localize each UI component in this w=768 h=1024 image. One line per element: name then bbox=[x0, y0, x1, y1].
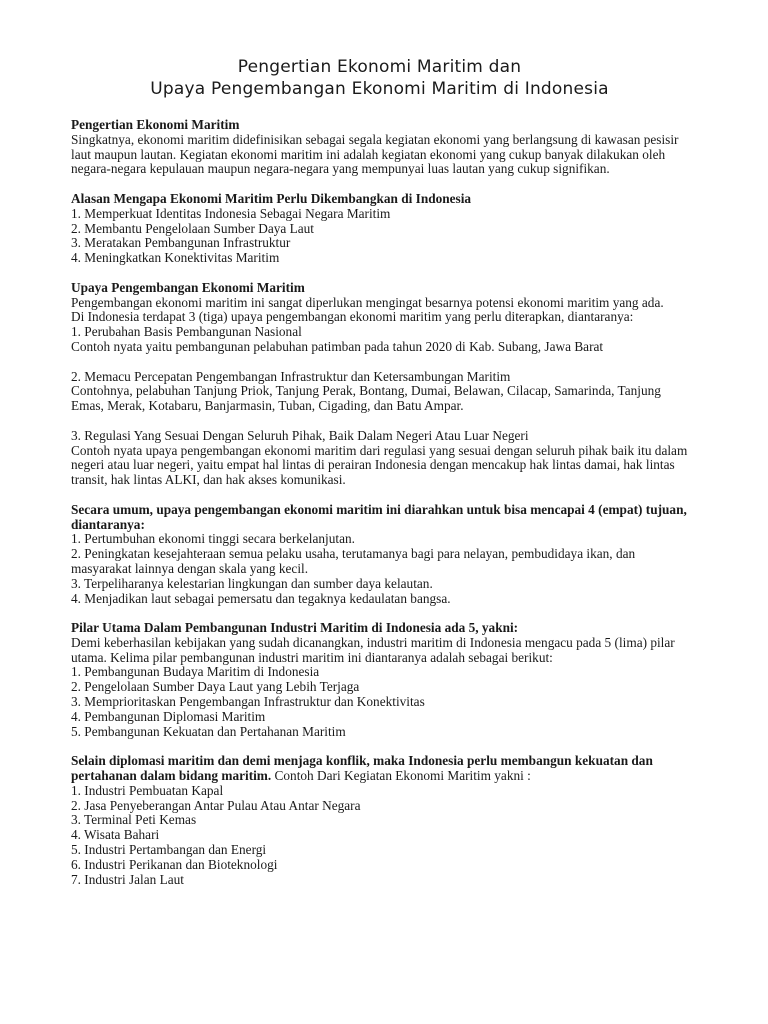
section-alasan bbox=[71, 192, 688, 266]
paragraph: Contohnya, pelabuhan Tanjung Priok, Tanjung Perak, Bontang, Dumai, Belawan, Cilacap, Samarinda, Tanjung Emas, Merak, Kotabaru, Banjarmasin, Tuban, Cigading, dan Batu Ampar. bbox=[71, 383, 661, 414]
list-item: 4. Pembangunan Diplomasi Maritim bbox=[71, 708, 266, 724]
paragraph: Contoh nyata upaya pengembangan ekonomi maritim dari regulasi yang sesuai dengan seluruh pihak baik itu dalam negeri atau luar negeri, yaitu empat hal lintas di perairan Indonesia dengan mencakup hak lintas damai, hak lintas transit, hak lintas ALKI, dan hak akses komunikasi. bbox=[71, 442, 688, 488]
list-item: 1. Pertumbuhan ekonomi tinggi secara berkelanjutan. bbox=[71, 531, 355, 547]
list-item: 3. Terminal Peti Kemas bbox=[71, 812, 197, 828]
list-item: 1. Pembangunan Budaya Maritim di Indonesia bbox=[71, 664, 320, 680]
list-item: 1. Perubahan Basis Pembangunan Nasional bbox=[71, 324, 302, 340]
document-title bbox=[71, 56, 688, 100]
lead-rest: Contoh Dari Kegiatan Ekonomi Maritim yakni : bbox=[271, 768, 531, 784]
list-item: 3. Terpeliharanya kelestarian lingkungan dan sumber daya kelautan. bbox=[71, 575, 433, 591]
section-heading: Alasan Mengapa Ekonomi Maritim Perlu Dikembangkan di Indonesia bbox=[71, 190, 472, 206]
list-item: 5. Industri Pertambangan dan Energi bbox=[71, 842, 267, 858]
paragraph: Pengembangan ekonomi maritim ini sangat diperlukan mengingat besarnya potensi ekonomi maritim yang ada. bbox=[71, 294, 664, 310]
title-line-1: Pengertian Ekonomi Maritim dan bbox=[237, 57, 522, 77]
paragraph: Di Indonesia terdapat 3 (tiga) upaya pengembangan ekonomi maritim yang perlu diterapkan, diantaranya: bbox=[71, 309, 634, 325]
paragraph bbox=[71, 754, 688, 784]
section-tujuan bbox=[71, 503, 688, 607]
bold-lead: Selain diplomasi maritim dan demi menjaga konflik, maka Indonesia perlu membangun kekuatan dan pertahanan dalam bidang maritim. bbox=[71, 753, 653, 784]
list-item: 3. Meratakan Pembangunan Infrastruktur bbox=[71, 235, 291, 251]
document-body bbox=[71, 118, 688, 887]
list-item: 1. Industri Pembuatan Kapal bbox=[71, 782, 224, 798]
list-item: 4. Meningkatkan Konektivitas Maritim bbox=[71, 250, 280, 266]
paragraph: Singkatnya, ekonomi maritim didefinisikan sebagai segala kegiatan ekonomi yang berlangsung di kawasan pesisir laut maupun lautan. Kegiatan ekonomi maritim ini adalah kegiatan ekonomi yang cukup banyak dilakukan oleh negara-negara kepulauan maupun negara-negara yang mempunyai luas lautan yang cukup signifikan. bbox=[71, 131, 679, 177]
list-item: 2. Peningkatan kesejahteraan semua pelaku usaha, terutamanya bagi para nelayan, pembudidaya ikan, dan masyarakat lainnya dengan skala yang kecil. bbox=[71, 546, 636, 576]
list-item: 2. Membantu Pengelolaan Sumber Daya Laut bbox=[71, 220, 314, 236]
section-heading: Secara umum, upaya pengembangan ekonomi maritim ini diarahkan untuk bisa mencapai 4 (empat) tujuan, diantaranya: bbox=[71, 501, 687, 532]
section-pengertian bbox=[71, 118, 688, 177]
list-item: 5. Pembangunan Kekuatan dan Pertahanan Maritim bbox=[71, 723, 346, 739]
section-upaya-3 bbox=[71, 429, 688, 488]
list-item: 4. Wisata Bahari bbox=[71, 827, 160, 843]
list-item: 2. Pengelolaan Sumber Daya Laut yang Lebih Terjaga bbox=[71, 679, 360, 695]
list-item: 1. Memperkuat Identitas Indonesia Sebagai Negara Maritim bbox=[71, 205, 391, 221]
section-kegiatan bbox=[71, 754, 688, 887]
list-item: 2. Jasa Penyeberangan Antar Pulau Atau Antar Negara bbox=[71, 797, 361, 813]
title-line-2: Upaya Pengembangan Ekonomi Maritim di Indonesia bbox=[150, 79, 609, 99]
section-heading: Pilar Utama Dalam Pembangunan Industri Maritim di Indonesia ada 5, yakni: bbox=[71, 620, 519, 636]
paragraph: Contoh nyata yaitu pembangunan pelabuhan patimban pada tahun 2020 di Kab. Subang, Jawa Barat bbox=[71, 338, 604, 354]
section-upaya bbox=[71, 281, 688, 355]
list-item: 3. Memprioritaskan Pengembangan Infrastruktur dan Konektivitas bbox=[71, 694, 425, 710]
section-heading: Pengertian Ekonomi Maritim bbox=[71, 117, 240, 132]
list-item: 4. Menjadikan laut sebagai pemersatu dan tegaknya kedaulatan bangsa. bbox=[71, 590, 451, 606]
section-pilar bbox=[71, 621, 688, 739]
paragraph: Demi keberhasilan kebijakan yang sudah dicanangkan, industri maritim di Indonesia mengacu pada 5 (lima) pilar utama. Kelima pilar pembangunan industri maritim ini diantaranya adalah sebagai berikut: bbox=[71, 634, 675, 665]
list-item: 2. Memacu Percepatan Pengembangan Infrastruktur dan Ketersambungan Maritim bbox=[71, 368, 511, 384]
list-item: 7. Industri Jalan Laut bbox=[71, 871, 184, 887]
list-item: 3. Regulasi Yang Sesuai Dengan Seluruh Pihak, Baik Dalam Negeri Atau Luar Negeri bbox=[71, 427, 529, 443]
list-item: 6. Industri Perikanan dan Bioteknologi bbox=[71, 856, 278, 872]
section-heading: Upaya Pengembangan Ekonomi Maritim bbox=[71, 279, 305, 295]
section-upaya-2 bbox=[71, 370, 688, 414]
